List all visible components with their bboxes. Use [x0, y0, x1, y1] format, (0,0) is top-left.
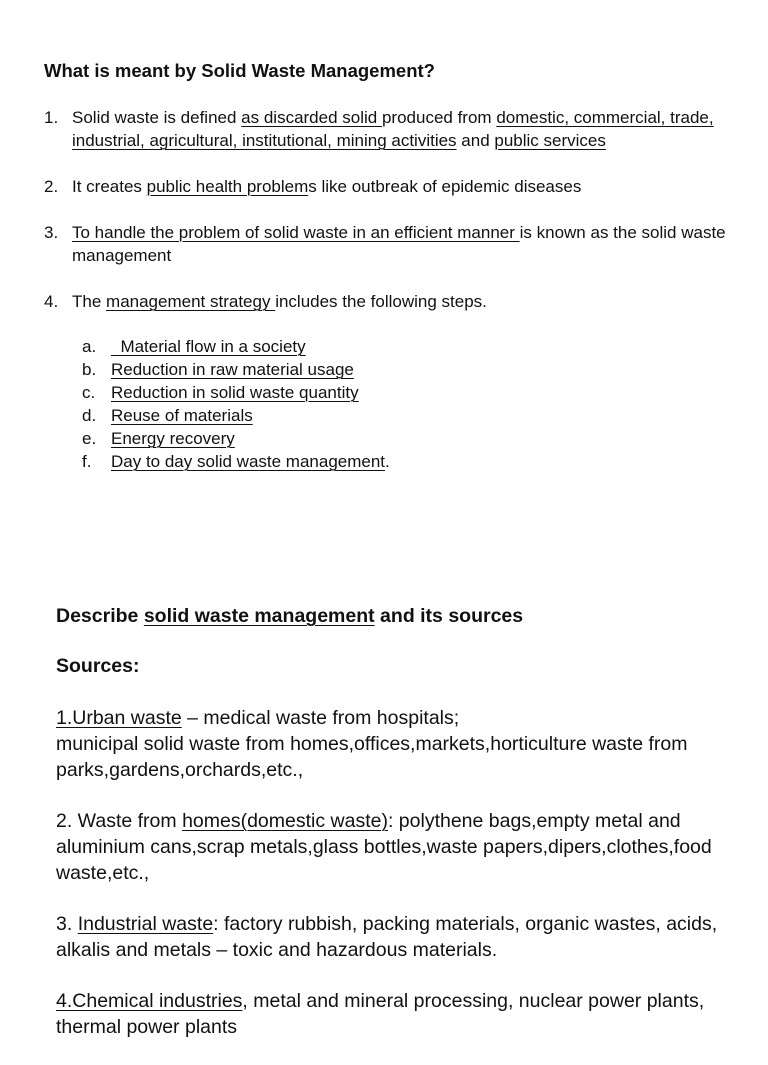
- section-title: What is meant by Solid Waste Management?: [44, 60, 435, 81]
- underlined-text: To handle the problem of solid waste in an efficient manner: [72, 223, 520, 242]
- item-number: 3.: [44, 223, 59, 242]
- underlined-text: as discarded solid: [241, 108, 382, 127]
- heading-text: and its sources: [374, 605, 524, 627]
- source-text: – medical waste from hospitals;: [181, 707, 460, 729]
- step-item: [82, 450, 744, 473]
- item-number: 1.: [44, 108, 59, 127]
- step-item: [82, 335, 744, 358]
- step-text: Reduction in raw material usage: [111, 360, 354, 379]
- step-letter: d.: [82, 406, 97, 425]
- step-letter: b.: [82, 360, 97, 379]
- source-text: , metal and mineral processing, nuclear power plants, thermal power plants: [56, 990, 705, 1038]
- underlined-text: public health problem: [146, 177, 309, 196]
- item-text: The: [72, 292, 107, 311]
- step-letter: e.: [82, 429, 97, 448]
- source-text: : polythene bags,empty metal and aluminium cans,scrap metals,glass bottles,waste papers,dipers,clothes,food waste,etc.,: [56, 810, 712, 884]
- source-prefix: 2. Waste from: [56, 810, 183, 832]
- source-name: 1.Urban waste: [56, 707, 182, 729]
- source-paragraph: [56, 988, 736, 1040]
- step-text: Reuse of materials: [111, 406, 253, 425]
- item-text: produced from: [381, 108, 497, 127]
- step-text: Energy recovery: [111, 429, 235, 448]
- source-name: 4.Chemical industries: [56, 990, 243, 1012]
- step-letter: c.: [82, 383, 96, 402]
- item-text: Solid waste is defined: [72, 108, 242, 127]
- source-prefix: 3.: [56, 913, 78, 935]
- step-text: Material flow in a society: [111, 337, 306, 356]
- definition-list: [44, 106, 744, 496]
- source-paragraph: [56, 705, 736, 783]
- step-item: [82, 404, 744, 427]
- heading-underlined: solid waste management: [143, 605, 375, 627]
- item-number: 4.: [44, 292, 59, 311]
- step-item: [82, 427, 744, 450]
- list-item: [44, 221, 744, 267]
- section-heading: [56, 603, 736, 629]
- source-name: homes(domestic waste): [182, 810, 388, 832]
- underlined-text: public services: [494, 131, 606, 150]
- item-text: includes the following steps.: [275, 292, 487, 311]
- step-text: Reduction in solid waste quantity: [111, 383, 359, 402]
- strategy-steps-list: [82, 335, 744, 473]
- step-item: [82, 358, 744, 381]
- heading-text: Describe: [56, 605, 144, 627]
- source-paragraph: [56, 911, 736, 963]
- step-letter: a.: [82, 337, 97, 356]
- item-text: s like outbreak of epidemic diseases: [308, 177, 582, 196]
- item-number: 2.: [44, 177, 59, 196]
- underlined-text: management strategy: [106, 292, 276, 311]
- step-item: [82, 381, 744, 404]
- item-text: It creates: [72, 177, 147, 196]
- item-text: is known as the solid waste management: [72, 223, 726, 265]
- list-item: [44, 290, 744, 473]
- sources-label: Sources:: [56, 655, 140, 677]
- source-name: Industrial waste: [77, 913, 214, 935]
- list-item: [44, 175, 744, 198]
- source-text: municipal solid waste from homes,offices,markets,horticulture waste from parks,gardens,orchards,etc.,: [56, 733, 688, 781]
- list-item: [44, 106, 744, 152]
- source-text: : factory rubbish, packing materials, organic wastes, acids, alkalis and metals – toxic and hazardous materials.: [56, 913, 718, 961]
- source-paragraph: [56, 808, 736, 886]
- step-text: Day to day solid waste management: [111, 452, 386, 471]
- sources-section: [56, 603, 736, 1065]
- step-suffix: .: [385, 452, 390, 471]
- step-letter: f.: [82, 452, 92, 471]
- item-text: and: [456, 131, 495, 150]
- underlined-text: domestic, commercial, trade, industrial, agricultural, institutional, mining activities: [72, 108, 714, 150]
